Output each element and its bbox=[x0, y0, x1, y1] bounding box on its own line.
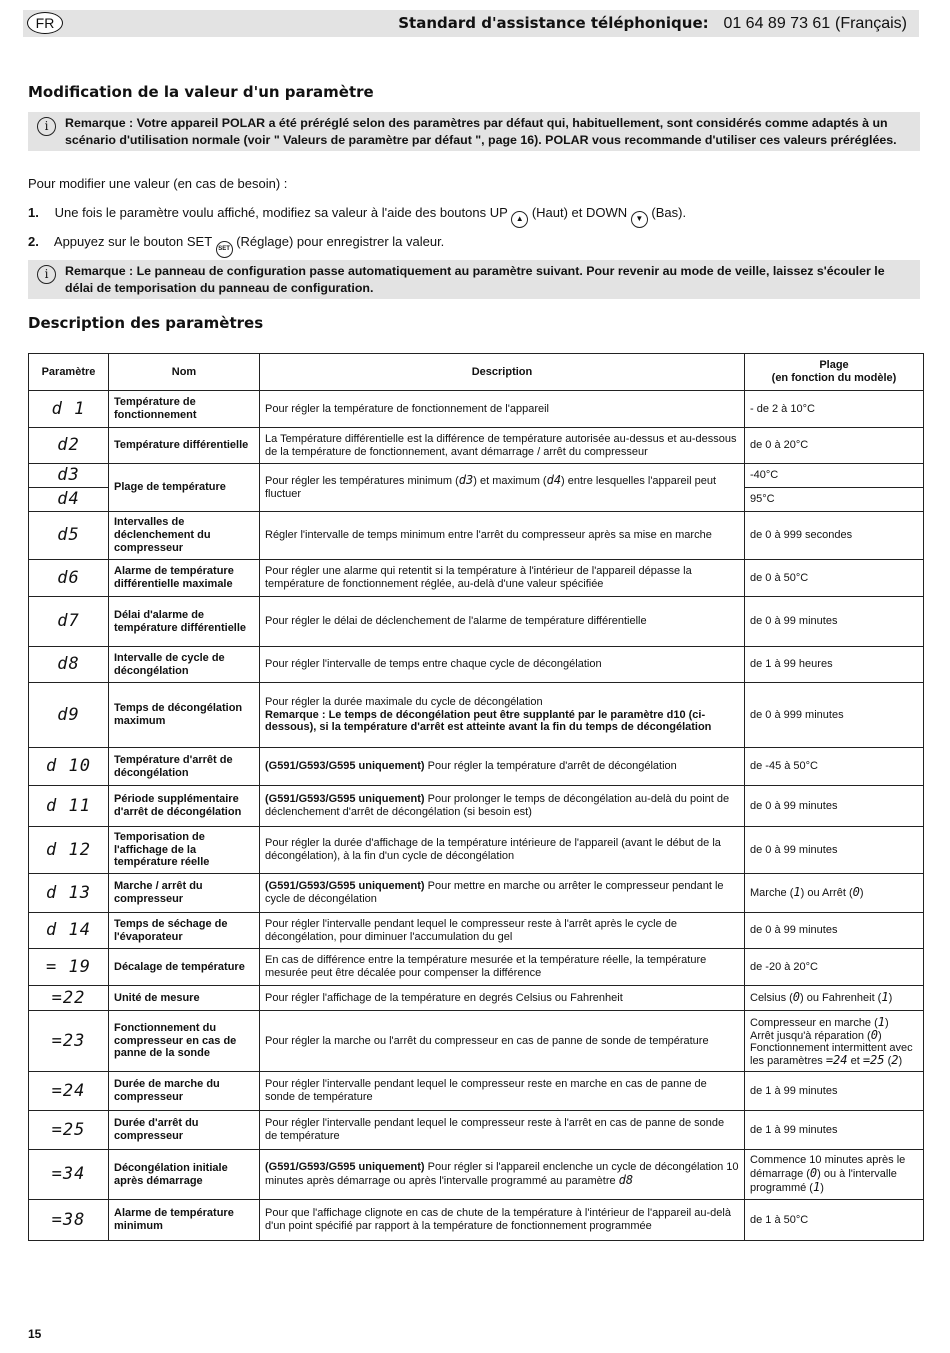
param-range: Marche (1) ou Arrêt (0) bbox=[745, 874, 924, 913]
step-text: Une fois le paramètre voulu affiché, modifiez sa valeur à l'aide des boutons UP bbox=[54, 205, 508, 220]
param-name: Temps de décongélation maximum bbox=[109, 683, 260, 748]
param-range: de 1 à 99 heures bbox=[745, 647, 924, 683]
param-range: de 0 à 99 minutes bbox=[745, 786, 924, 827]
param-description: Pour régler la température de fonctionnement de l'appareil bbox=[260, 391, 745, 428]
table-row bbox=[29, 391, 924, 428]
table-row bbox=[29, 1150, 924, 1200]
param-name: Température d'arrêt de décongélation bbox=[109, 748, 260, 786]
table-row bbox=[29, 827, 924, 874]
param-name: Période supplémentaire d'arrêt de décongélation bbox=[109, 786, 260, 827]
param-range: de 1 à 99 minutes bbox=[745, 1072, 924, 1111]
param-description: Pour régler les températures minimum (d3) et maximum (d4) entre lesquelles l'appareil peut fluctuer bbox=[260, 464, 745, 512]
param-description: (G591/G593/G595 uniquement) Pour prolonger le temps de décongélation au-delà du point de déclenchement d'arrêt de décongélation (si besoin est) bbox=[260, 786, 745, 827]
param-range: de 0 à 99 minutes bbox=[745, 597, 924, 647]
note-text: Remarque : Votre appareil POLAR a été préréglé selon des paramètres par défaut qui, habituellement, sont considérés comme adaptés à un scénario d'utilisation normale (voir " Valeurs de paramètre par défaut ", page 16). POLAR vous recommande d'utiliser ces valeurs préréglées. bbox=[65, 116, 897, 147]
page-number: 15 bbox=[28, 1327, 42, 1341]
param-description: (G591/G593/G595 uniquement) Pour mettre en marche ou arrêter le compresseur pendant le cycle de décongélation bbox=[260, 874, 745, 913]
param-description: (G591/G593/G595 uniquement) Pour régler la température d'arrêt de décongélation bbox=[260, 748, 745, 786]
param-range: de 0 à 20°C bbox=[745, 428, 924, 464]
param-code: = 19 bbox=[29, 949, 109, 986]
step-2 bbox=[28, 234, 444, 258]
table-row bbox=[29, 786, 924, 827]
param-description: Régler l'intervalle de temps minimum entre l'arrêt du compresseur après sa mise en marche bbox=[260, 512, 745, 560]
param-code: d 12 bbox=[29, 827, 109, 874]
table-row bbox=[29, 1111, 924, 1150]
param-code: d3 bbox=[29, 464, 109, 488]
step-text: (Haut) et DOWN bbox=[531, 205, 628, 220]
table-row bbox=[29, 1072, 924, 1111]
param-range: de -45 à 50°C bbox=[745, 748, 924, 786]
page-header bbox=[23, 10, 919, 37]
param-code: =38 bbox=[29, 1200, 109, 1241]
table-row bbox=[29, 647, 924, 683]
param-range: Celsius (0) ou Fahrenheit (1) bbox=[745, 986, 924, 1011]
segment-code: 0 bbox=[809, 1166, 818, 1181]
info-icon: i bbox=[37, 117, 56, 136]
remark-text: Remarque : Le temps de décongélation peut être supplanté par le paramètre d10 (ci-dessous), si la température d'arrêt est atteinte avant la fin du temps de décongélation bbox=[265, 708, 712, 734]
segment-code: =25 bbox=[862, 1052, 885, 1067]
param-description: Pour régler le délai de déclenchement de l'alarme de température différentielle bbox=[260, 597, 745, 647]
param-range: - de 2 à 10°C bbox=[745, 391, 924, 428]
param-name: Temps de séchage de l'évaporateur bbox=[109, 913, 260, 949]
table-header-row bbox=[29, 354, 924, 391]
param-code: d9 bbox=[29, 683, 109, 748]
parameter-table bbox=[28, 353, 924, 1241]
helpline bbox=[398, 14, 907, 33]
param-range: de -20 à 20°C bbox=[745, 949, 924, 986]
param-description: Pour régler l'affichage de la température en degrés Celsius ou Fahrenheit bbox=[260, 986, 745, 1011]
param-code: d 13 bbox=[29, 874, 109, 913]
table-row bbox=[29, 597, 924, 647]
param-code: =24 bbox=[29, 1072, 109, 1111]
param-name: Durée d'arrêt du compresseur bbox=[109, 1111, 260, 1150]
param-code: =25 bbox=[29, 1111, 109, 1150]
param-name: Délai d'alarme de température différentielle bbox=[109, 597, 260, 647]
info-icon: i bbox=[37, 265, 56, 284]
up-button-icon: ▲ bbox=[511, 211, 528, 228]
step-text: Appuyez sur le bouton SET bbox=[53, 234, 212, 249]
table-row bbox=[29, 512, 924, 560]
param-code: d4 bbox=[29, 488, 109, 512]
param-name: Durée de marche du compresseur bbox=[109, 1072, 260, 1111]
table-row bbox=[29, 1200, 924, 1241]
table-row bbox=[29, 748, 924, 786]
param-name: Intervalle de cycle de décongélation bbox=[109, 647, 260, 683]
param-description: Pour régler la marche ou l'arrêt du compresseur en cas de panne de sonde de température bbox=[260, 1011, 745, 1072]
down-button-icon: ▼ bbox=[631, 211, 648, 228]
segment-code: 0 bbox=[852, 885, 860, 900]
param-name: Intervalles de déclenchement du compresseur bbox=[109, 512, 260, 560]
param-name: Unité de mesure bbox=[109, 986, 260, 1011]
column-header: Nom bbox=[109, 354, 260, 391]
param-description: Pour régler l'intervalle pendant lequel le compresseur reste en marche en cas de panne de sonde de température bbox=[260, 1072, 745, 1111]
param-code: d5 bbox=[29, 512, 109, 560]
param-code: d 14 bbox=[29, 913, 109, 949]
param-name: Fonctionnement du compresseur en cas de panne de la sonde bbox=[109, 1011, 260, 1072]
table-row bbox=[29, 986, 924, 1011]
segment-code: d4 bbox=[546, 473, 562, 488]
param-code: d 1 bbox=[29, 391, 109, 428]
param-description: Pour que l'affichage clignote en cas de chute de la température à l'intérieur de l'appareil au-delà d'un point spécifié par rapport à la température de fonctionnement programmée bbox=[260, 1200, 745, 1241]
param-description: Pour régler la durée maximale du cycle de décongélation Remarque : Le temps de décongélation peut être supplanté par le paramètre d10 (ci-dessous), si la température d'arrêt est atteinte avant la fin du temps de décongélation bbox=[260, 683, 745, 748]
segment-code: 1 bbox=[812, 1179, 821, 1194]
column-header: Paramètre bbox=[29, 354, 109, 391]
param-description: Pour régler l'intervalle de temps entre chaque cycle de décongélation bbox=[260, 647, 745, 683]
step-number: 1. bbox=[28, 205, 39, 220]
set-button-icon: SET bbox=[216, 241, 233, 258]
param-description: Pour régler l'intervalle pendant lequel le compresseur reste à l'arrêt après le cycle de décongélation, pour diminuer l'accumulation du gel bbox=[260, 913, 745, 949]
table-row bbox=[29, 428, 924, 464]
param-name: Température différentielle bbox=[109, 428, 260, 464]
language-badge: FR bbox=[27, 12, 63, 34]
note-text: Remarque : Le panneau de configuration passe automatiquement au paramètre suivant. Pour revenir au mode de veille, laissez s'écouler le délai de temporisation du panneau de configuration. bbox=[65, 264, 885, 295]
table-row bbox=[29, 464, 924, 488]
note-auto-advance bbox=[28, 260, 920, 299]
intro-text: Pour modifier une valeur (en cas de besoin) : bbox=[28, 176, 288, 191]
segment-code: 1 bbox=[793, 885, 801, 900]
param-range: 95°C bbox=[745, 488, 924, 512]
segment-code: d3 bbox=[458, 473, 474, 488]
param-name: Décalage de température bbox=[109, 949, 260, 986]
step-1 bbox=[28, 205, 686, 228]
param-range: de 0 à 999 minutes bbox=[745, 683, 924, 748]
table-row bbox=[29, 949, 924, 986]
segment-code: 0 bbox=[792, 990, 801, 1005]
table-row bbox=[29, 913, 924, 949]
param-description: La Température différentielle est la différence de température autorisée au-dessus et au-dessous de la température de fonctionnement, avant démarrage / arrêt du compresseur bbox=[260, 428, 745, 464]
param-name: Temporisation de l'affichage de la température réelle bbox=[109, 827, 260, 874]
param-code: d7 bbox=[29, 597, 109, 647]
param-range: de 0 à 99 minutes bbox=[745, 913, 924, 949]
param-description: En cas de différence entre la température mesurée et la température réelle, la température mesurée peut être décalée pour compenser la différence bbox=[260, 949, 745, 986]
param-description: Pour régler la durée d'affichage de la température intérieure de l'appareil (avant le début de la décongélation), à la fin d'un cycle de décongélation bbox=[260, 827, 745, 874]
step-number: 2. bbox=[28, 234, 39, 249]
param-description: Pour régler l'intervalle pendant lequel le compresseur reste à l'arrêt en cas de panne de sonde de température bbox=[260, 1111, 745, 1150]
segment-code: 1 bbox=[881, 990, 889, 1005]
table-row bbox=[29, 683, 924, 748]
helpline-language: (Français) bbox=[834, 15, 907, 32]
param-range: -40°C bbox=[745, 464, 924, 488]
param-range: de 0 à 50°C bbox=[745, 560, 924, 597]
column-header: Description bbox=[260, 354, 745, 391]
section-title-modification: Modification de la valeur d'un paramètre bbox=[28, 83, 374, 101]
param-code: d6 bbox=[29, 560, 109, 597]
section-title-description: Description des paramètres bbox=[28, 314, 264, 332]
param-code: d2 bbox=[29, 428, 109, 464]
param-description: (G591/G593/G595 uniquement) Pour régler si l'appareil enclenche un cycle de décongélation 10 minutes après démarrage ou après l'intervalle programmé au paramètre d8 bbox=[260, 1150, 745, 1200]
note-default-values bbox=[28, 112, 920, 151]
param-range: de 0 à 999 secondes bbox=[745, 512, 924, 560]
param-code: d 11 bbox=[29, 786, 109, 827]
table-row bbox=[29, 1011, 924, 1072]
param-description: Pour régler une alarme qui retentit si la température à l'intérieur de l'appareil dépasse la température de fonctionnement réglée, au-delà d'une valeur spécifiée bbox=[260, 560, 745, 597]
segment-code: 1 bbox=[877, 1014, 886, 1029]
column-header: Plage (en fonction du modèle) bbox=[745, 354, 924, 391]
param-name: Alarme de température différentielle maximale bbox=[109, 560, 260, 597]
segment-code: 2 bbox=[891, 1052, 899, 1067]
param-code: =34 bbox=[29, 1150, 109, 1200]
step-text: (Bas). bbox=[651, 205, 687, 220]
param-range: de 0 à 99 minutes bbox=[745, 827, 924, 874]
param-code: =22 bbox=[29, 986, 109, 1011]
segment-code: 0 bbox=[870, 1027, 878, 1042]
param-name: Marche / arrêt du compresseur bbox=[109, 874, 260, 913]
segment-code: =24 bbox=[825, 1052, 848, 1067]
helpline-label: Standard d'assistance téléphonique: bbox=[398, 14, 709, 32]
param-range: de 1 à 50°C bbox=[745, 1200, 924, 1241]
param-name: Alarme de température minimum bbox=[109, 1200, 260, 1241]
param-code: d 10 bbox=[29, 748, 109, 786]
param-code: =23 bbox=[29, 1011, 109, 1072]
step-text: (Réglage) pour enregistrer la valeur. bbox=[236, 234, 445, 249]
helpline-number: 01 64 89 73 61 bbox=[723, 15, 831, 32]
param-range: Compresseur en marche (1) Arrêt jusqu'à réparation (0) Fonctionnement intermittent avec les paramètres =24 et =25 (2) bbox=[745, 1011, 924, 1072]
segment-code: d8 bbox=[618, 1173, 634, 1187]
table-row bbox=[29, 560, 924, 597]
table-row bbox=[29, 874, 924, 913]
param-name: Décongélation initiale après démarrage bbox=[109, 1150, 260, 1200]
param-range: de 1 à 99 minutes bbox=[745, 1111, 924, 1150]
param-name: Température de fonctionnement bbox=[109, 391, 260, 428]
param-name: Plage de température bbox=[109, 464, 260, 512]
param-code: d8 bbox=[29, 647, 109, 683]
param-range: Commence 10 minutes après le démarrage (0) ou à l'intervalle programmé (1) bbox=[745, 1150, 924, 1200]
